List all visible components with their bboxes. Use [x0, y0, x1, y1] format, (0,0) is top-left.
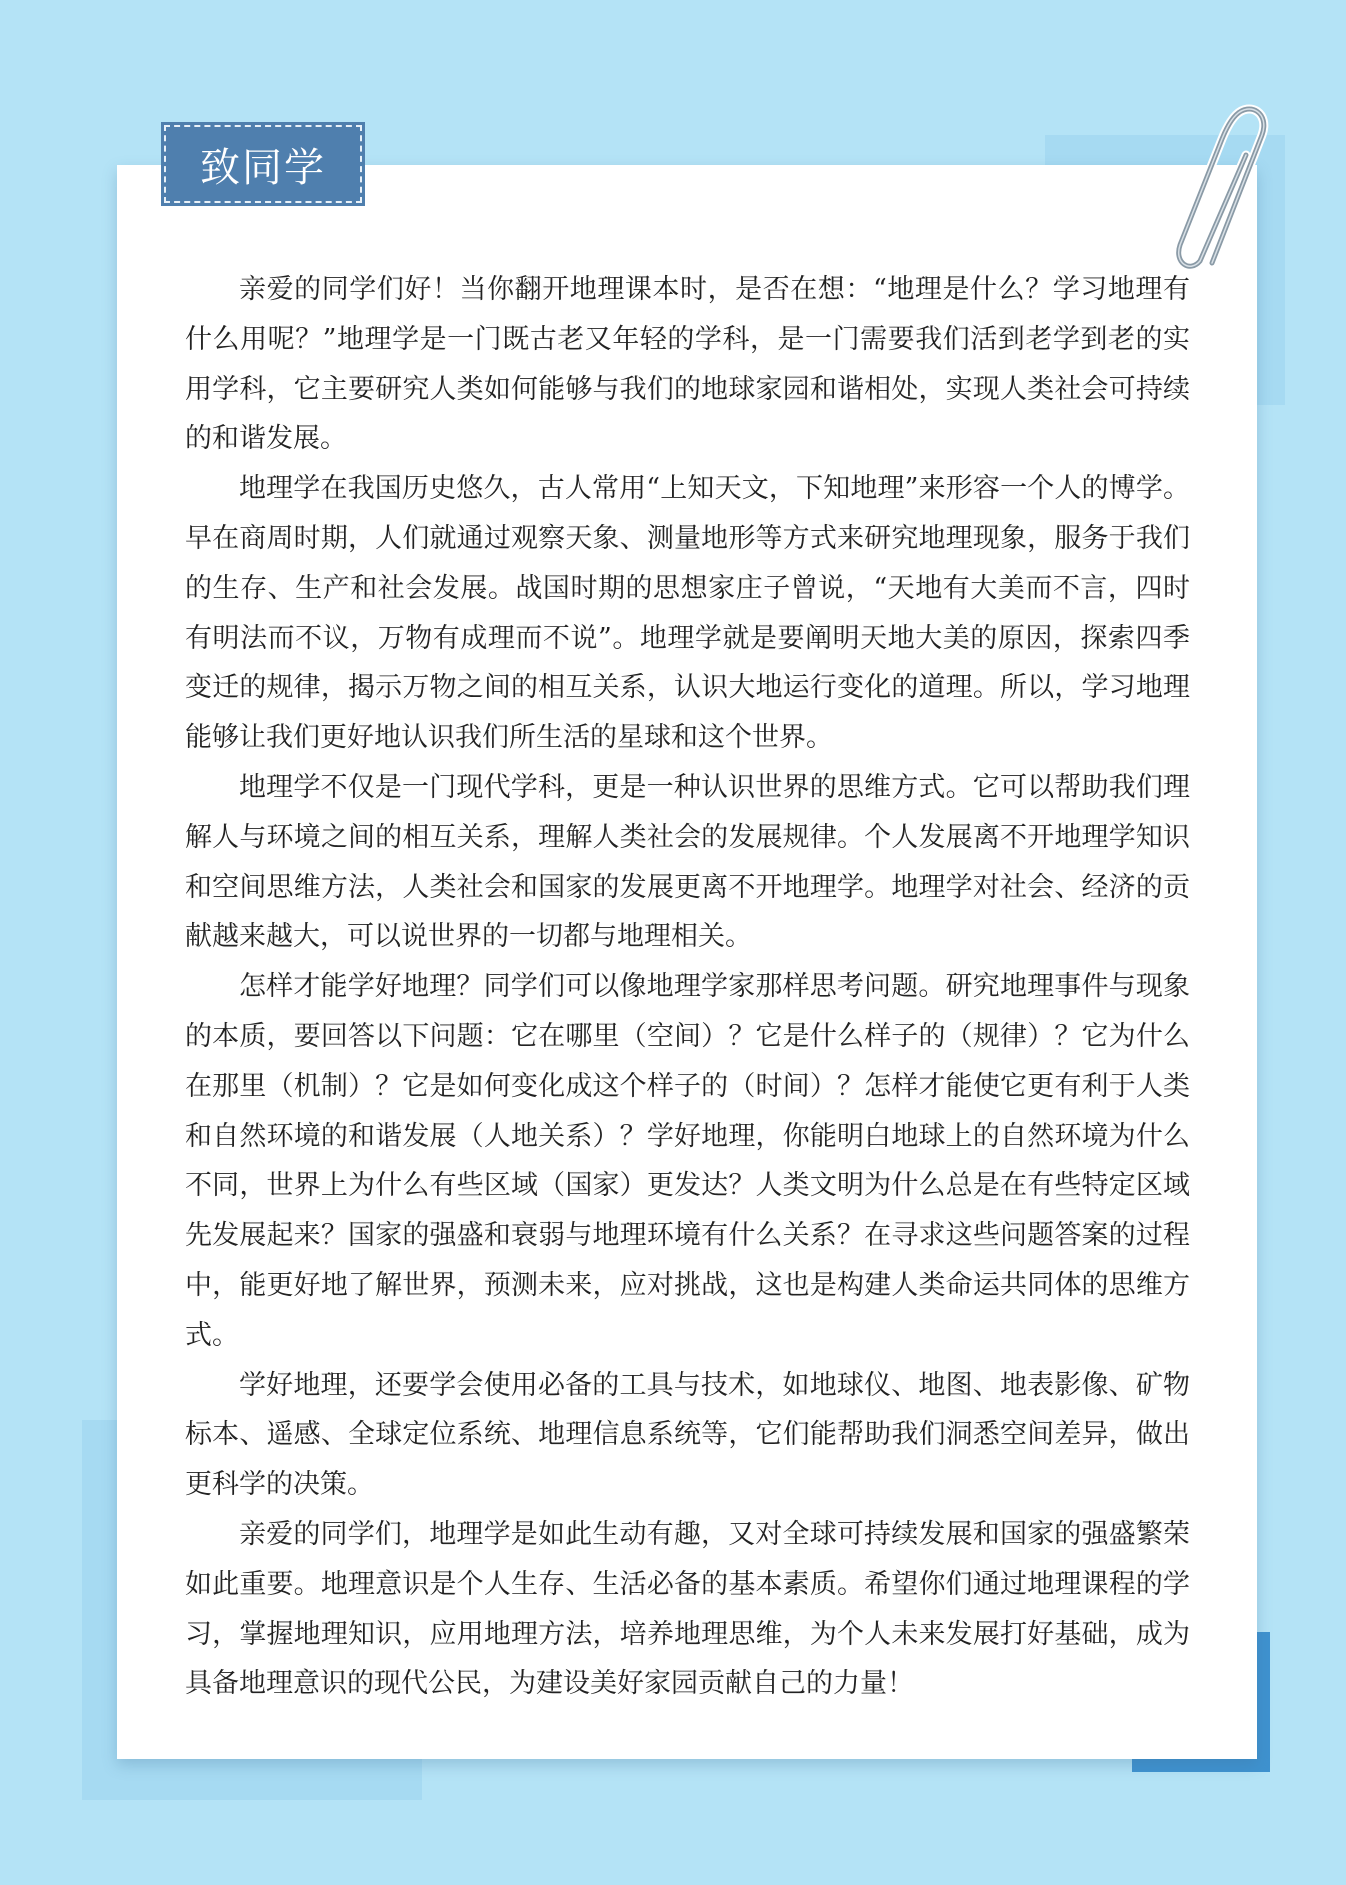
paragraph-6: 亲爱的同学们，地理学是如此生动有趣，又对全球可持续发展和国家的强盛繁荣如此重要。地理意识是个人生存、生活必备的基本素质。希望你们通过地理课程的学习，掌握地理知识，应用地理方法，培养地理思维，为个人未来发展打好基础，成为具备地理意识的现代公民，为建设美好家园贡献自己的力量！	[185, 1518, 1190, 1700]
paragraph-1: 亲爱的同学们好！当你翻开地理课本时，是否在想：“地理是什么？学习地理有什么用呢？”地理学是一门既古老又年轻的学科，是一门需要我们活到老学到老的实用学科，它主要研究人类如何能够与我们的地球家园和谐相处，实现人类社会可持续的和谐发展。	[185, 274, 1190, 455]
paragraph-5: 学好地理，还要学会使用必备的工具与技术，如地球仪、地图、地表影像、矿物标本、遥感、全球定位系统、地理信息系统等，它们能帮助我们洞悉空间差异，做出更科学的决策。	[185, 1369, 1190, 1501]
page-title: 致同学	[200, 144, 326, 191]
letter-body	[185, 265, 1190, 1709]
paperclip-icon	[1150, 95, 1300, 285]
paragraph-3: 地理学不仅是一门现代学科，更是一种认识世界的思维方式。它可以帮助我们理解人与环境之间的相互关系，理解人类社会的发展规律。个人发展离不开地理学知识和空间思维方法，人类社会和国家的发展更离不开地理学。地理学对社会、经济的贡献越来越大，可以说世界的一切都与地理相关。	[185, 771, 1190, 953]
title-tab	[164, 125, 362, 203]
paragraph-4: 怎样才能学好地理？同学们可以像地理学家那样思考问题。研究地理事件与现象的本质，要回答以下问题：它在哪里（空间）？它是什么样子的（规律）？它为什么在那里（机制）？它是如何变化成这个样子的（时间）？怎样才能使它更有利于人类和自然环境的和谐发展（人地关系）？学好地理，你能明白地球上的自然环境为什么不同，世界上为什么有些区域（国家）更发达？人类文明为什么总是在有些特定区域先发展起来？国家的强盛和衰弱与地理环境有什么关系？在寻求这些问题答案的过程中，能更好地了解世界，预测未来，应对挑战，这也是构建人类命运共同体的思维方式。	[185, 971, 1190, 1351]
paragraph-2: 地理学在我国历史悠久，古人常用“上知天文，下知地理”来形容一个人的博学。早在商周时期，人们就通过观察天象、测量地形等方式来研究地理现象，服务于我们的生存、生产和社会发展。战国时期的思想家庄子曾说，“天地有大美而不言，四时有明法而不议，万物有成理而不说”。地理学就是要阐明天地大美的原因，探索四季变迁的规律，揭示万物之间的相互关系，认识大地运行变化的道理。所以，学习地理能够让我们更好地认识我们所生活的星球和这个世界。	[185, 473, 1190, 754]
